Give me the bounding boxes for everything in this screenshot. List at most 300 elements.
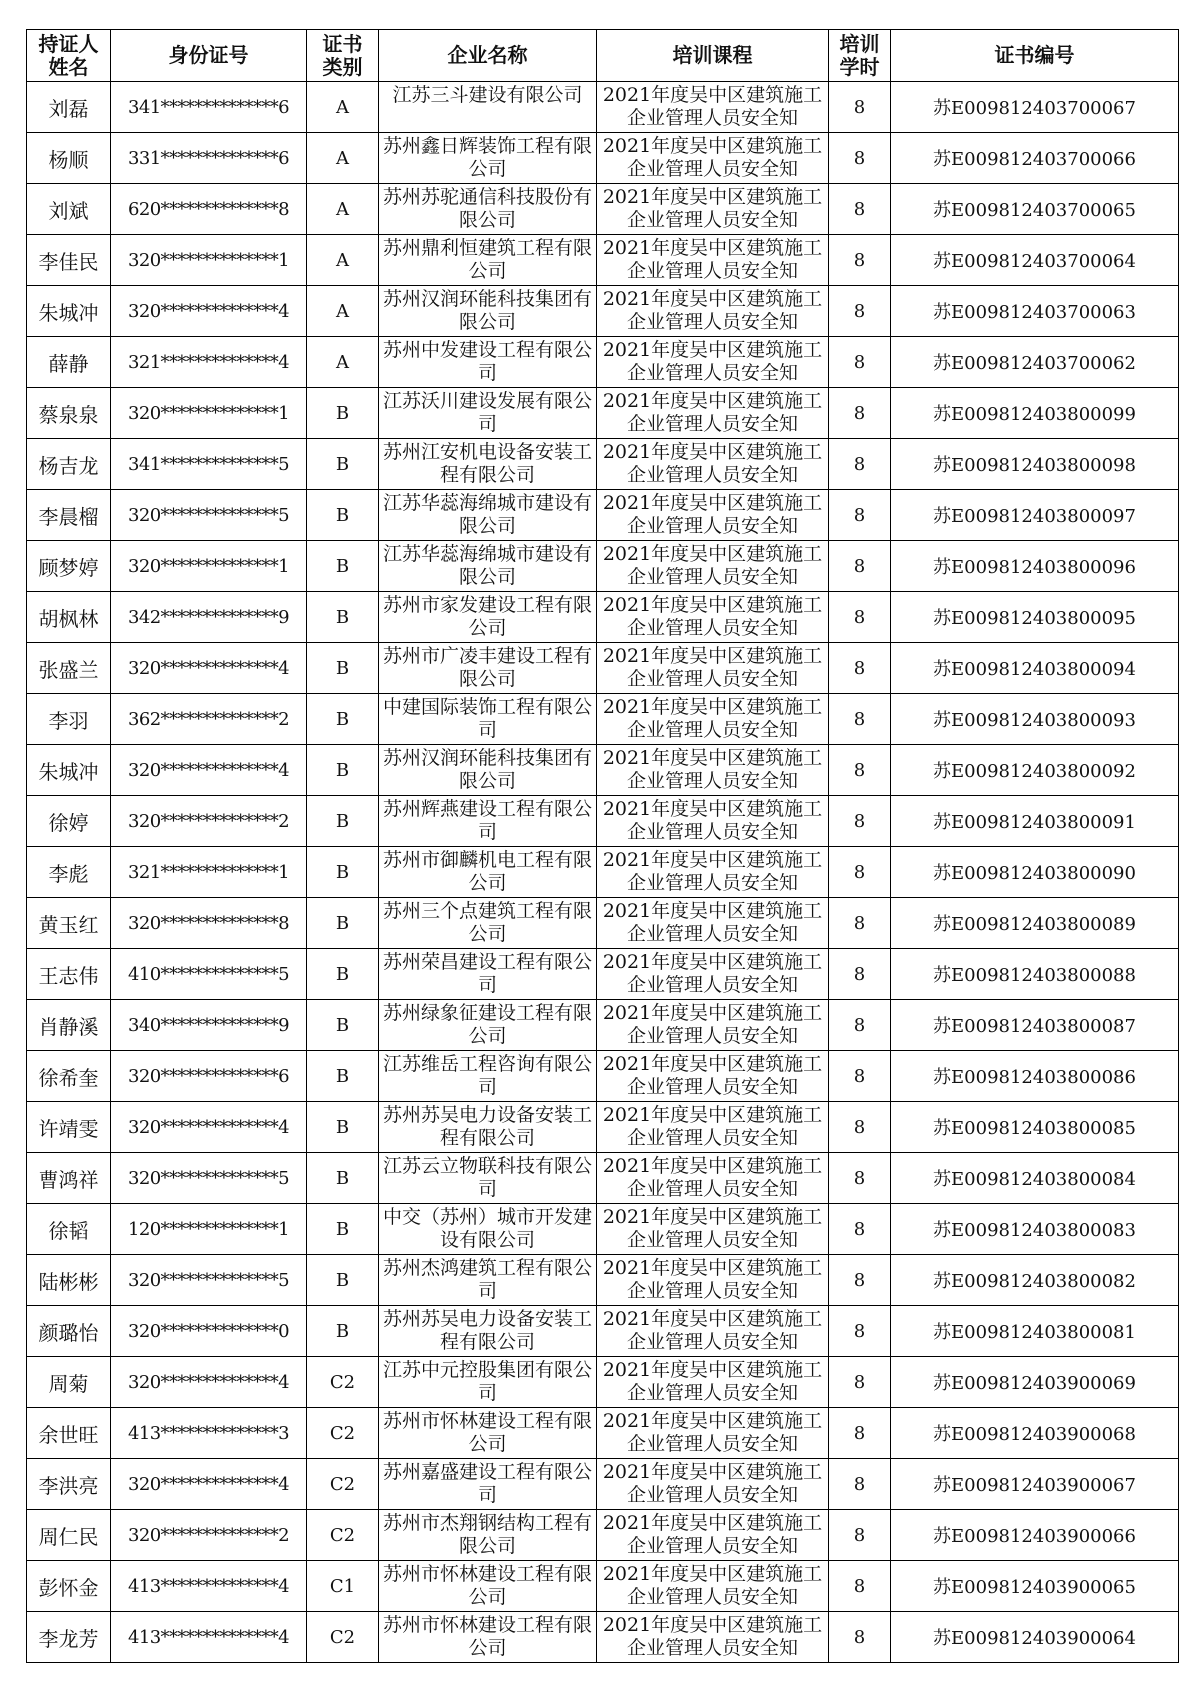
cell-cert-category: A [307,184,379,235]
table-row [27,439,1179,490]
cell-training-course [597,949,829,1000]
cell-training-course [597,694,829,745]
cell-company-name [379,337,597,388]
cell-holder-name: 李洪亮 [27,1459,111,1510]
cell-training-course [597,1408,829,1459]
cell-id-number: 320**************2 [111,796,307,847]
cell-training-course-text: 2021年度吴中区建筑施工企业管理人员安全知 [602,339,823,384]
cell-holder-name: 刘斌 [27,184,111,235]
cell-cert-number: 苏E009812403900067 [891,1459,1179,1510]
cell-holder-name: 杨顺 [27,133,111,184]
cell-id-number: 320**************4 [111,1102,307,1153]
cell-cert-number: 苏E009812403900068 [891,1408,1179,1459]
cell-holder-name: 周仁民 [27,1510,111,1561]
cell-id-number: 320**************4 [111,1357,307,1408]
cell-id-number: 413**************3 [111,1408,307,1459]
cell-holder-name: 李彪 [27,847,111,898]
cell-company-name [379,796,597,847]
cell-cert-number: 苏E009812403800093 [891,694,1179,745]
cell-company-name [379,898,597,949]
cell-id-number: 320**************5 [111,1153,307,1204]
cell-company-name-text: 苏州汉润环能科技集团有限公司 [382,747,592,792]
cell-company-name [379,1306,597,1357]
cell-company-name [379,490,597,541]
cell-id-number: 320**************1 [111,541,307,592]
cell-company-name [379,1255,597,1306]
cell-company-name-text: 苏州中发建设工程有限公司 [382,339,592,384]
table-row [27,1153,1179,1204]
table-row [27,1306,1179,1357]
cell-id-number: 413**************4 [111,1561,307,1612]
cell-training-course [597,1153,829,1204]
cell-training-hours: 8 [829,694,891,745]
cell-training-hours: 8 [829,1510,891,1561]
cell-cert-category: A [307,82,379,133]
cell-training-hours: 8 [829,1459,891,1510]
cell-training-course-text: 2021年度吴中区建筑施工企业管理人员安全知 [602,1614,823,1659]
cell-cert-number: 苏E009812403900065 [891,1561,1179,1612]
cell-company-name-text: 苏州汉润环能科技集团有限公司 [382,288,592,333]
cell-holder-name: 王志伟 [27,949,111,1000]
cell-company-name-text: 江苏华蕊海绵城市建设有限公司 [382,543,592,588]
cell-cert-category: B [307,1000,379,1051]
cell-cert-number: 苏E009812403800097 [891,490,1179,541]
table-row [27,592,1179,643]
cell-cert-number: 苏E009812403800084 [891,1153,1179,1204]
cell-company-name [379,439,597,490]
cell-cert-number: 苏E009812403900069 [891,1357,1179,1408]
cell-id-number: 320**************6 [111,1051,307,1102]
cell-company-name [379,745,597,796]
table-row [27,1204,1179,1255]
cell-training-course [597,643,829,694]
cell-cert-number: 苏E009812403800091 [891,796,1179,847]
cell-cert-number: 苏E009812403800085 [891,1102,1179,1153]
cell-company-name [379,1102,597,1153]
cell-training-hours: 8 [829,643,891,694]
cell-training-course-text: 2021年度吴中区建筑施工企业管理人员安全知 [602,798,823,843]
cell-cert-category: A [307,286,379,337]
cell-cert-category: C2 [307,1612,379,1663]
cell-training-hours: 8 [829,82,891,133]
cell-cert-number: 苏E009812403700063 [891,286,1179,337]
cell-training-course-text: 2021年度吴中区建筑施工企业管理人员安全知 [602,543,823,588]
cell-holder-name: 周菊 [27,1357,111,1408]
cell-training-course [597,1561,829,1612]
table-row [27,541,1179,592]
header-cert-category: 证书 类别 [307,30,379,82]
cell-cert-number: 苏E009812403700065 [891,184,1179,235]
cell-cert-category: B [307,643,379,694]
cell-training-hours: 8 [829,898,891,949]
cell-training-hours: 8 [829,1306,891,1357]
table-row [27,643,1179,694]
cell-training-hours: 8 [829,541,891,592]
cell-training-hours: 8 [829,949,891,1000]
cell-company-name [379,1561,597,1612]
cell-training-hours: 8 [829,1051,891,1102]
cell-cert-category: C2 [307,1408,379,1459]
cell-company-name-text: 苏州荣昌建设工程有限公司 [382,951,592,996]
cell-cert-category: B [307,1051,379,1102]
cell-cert-number: 苏E009812403800087 [891,1000,1179,1051]
cell-id-number: 320**************5 [111,1255,307,1306]
cell-training-course [597,847,829,898]
table-row [27,949,1179,1000]
cell-id-number: 320**************8 [111,898,307,949]
cell-cert-category: B [307,592,379,643]
cell-id-number: 320**************4 [111,286,307,337]
cell-company-name [379,184,597,235]
cell-training-course-text: 2021年度吴中区建筑施工企业管理人员安全知 [602,1002,823,1047]
cell-cert-category: C1 [307,1561,379,1612]
cell-holder-name: 李佳民 [27,235,111,286]
cell-cert-number: 苏E009812403800099 [891,388,1179,439]
cell-company-name [379,949,597,1000]
cell-cert-category: B [307,949,379,1000]
cell-company-name-text: 苏州苏吴电力设备安装工程有限公司 [382,1308,592,1353]
cell-id-number: 340**************9 [111,1000,307,1051]
cell-cert-category: B [307,796,379,847]
cell-cert-number: 苏E009812403800089 [891,898,1179,949]
cell-training-course-text: 2021年度吴中区建筑施工企业管理人员安全知 [602,492,823,537]
cell-company-name [379,1510,597,1561]
cell-training-course-text: 2021年度吴中区建筑施工企业管理人员安全知 [602,1461,823,1506]
cell-company-name-text: 苏州市广凌丰建设工程有限公司 [382,645,592,690]
cell-training-course [597,1510,829,1561]
cell-training-course-text: 2021年度吴中区建筑施工企业管理人员安全知 [602,594,823,639]
cell-company-name [379,1204,597,1255]
cell-training-hours: 8 [829,592,891,643]
table-row [27,694,1179,745]
cell-company-name [379,592,597,643]
table-row [27,1255,1179,1306]
cell-cert-category: C2 [307,1459,379,1510]
cell-company-name-text: 苏州市怀林建设工程有限公司 [382,1614,592,1659]
header-cert-number: 证书编号 [891,30,1179,82]
table-row [27,1051,1179,1102]
cell-training-course-text: 2021年度吴中区建筑施工企业管理人员安全知 [602,1155,823,1200]
cell-id-number: 410**************5 [111,949,307,1000]
header-holder-name: 持证人 姓名 [27,30,111,82]
cell-training-course [597,745,829,796]
cell-id-number: 320**************4 [111,1459,307,1510]
header-training-course: 培训课程 [597,30,829,82]
cell-company-name-text: 中建国际装饰工程有限公司 [382,696,592,741]
cell-training-hours: 8 [829,286,891,337]
cell-company-name [379,694,597,745]
cell-cert-number: 苏E009812403900064 [891,1612,1179,1663]
cell-training-course [597,235,829,286]
cell-training-course [597,592,829,643]
cell-training-course-text: 2021年度吴中区建筑施工企业管理人员安全知 [602,84,823,129]
cell-company-name-text: 苏州江安机电设备安装工程有限公司 [382,441,592,486]
cell-cert-category: B [307,1153,379,1204]
cell-cert-number: 苏E009812403800094 [891,643,1179,694]
cell-holder-name: 杨吉龙 [27,439,111,490]
cell-id-number: 320**************2 [111,1510,307,1561]
table-row [27,1357,1179,1408]
cell-id-number: 331**************6 [111,133,307,184]
certificate-table [26,29,1179,1663]
cell-training-hours: 8 [829,184,891,235]
cell-training-course-text: 2021年度吴中区建筑施工企业管理人员安全知 [602,1512,823,1557]
cell-id-number: 320**************5 [111,490,307,541]
cell-cert-category: B [307,490,379,541]
cell-holder-name: 顾梦婷 [27,541,111,592]
cell-cert-category: B [307,1255,379,1306]
cell-holder-name: 肖静溪 [27,1000,111,1051]
cell-holder-name: 黄玉红 [27,898,111,949]
cell-company-name [379,235,597,286]
cell-company-name-text: 江苏中元控股集团有限公司 [382,1359,592,1404]
cell-training-course-text: 2021年度吴中区建筑施工企业管理人员安全知 [602,747,823,792]
cell-cert-number: 苏E009812403800088 [891,949,1179,1000]
cell-training-course [597,490,829,541]
cell-company-name [379,1612,597,1663]
cell-holder-name: 颜璐怡 [27,1306,111,1357]
cell-training-hours: 8 [829,388,891,439]
cell-training-hours: 8 [829,337,891,388]
cell-company-name-text: 苏州嘉盛建设工程有限公司 [382,1461,592,1506]
cell-cert-number: 苏E009812403800096 [891,541,1179,592]
cell-cert-number: 苏E009812403800095 [891,592,1179,643]
cell-id-number: 413**************4 [111,1612,307,1663]
table-row [27,286,1179,337]
cell-training-course [597,184,829,235]
cell-training-course-text: 2021年度吴中区建筑施工企业管理人员安全知 [602,1257,823,1302]
cell-training-course-text: 2021年度吴中区建筑施工企业管理人员安全知 [602,1206,823,1251]
table-row [27,1561,1179,1612]
cell-training-hours: 8 [829,1357,891,1408]
table-body [27,82,1179,1663]
cell-holder-name: 朱城冲 [27,745,111,796]
cell-holder-name: 陆彬彬 [27,1255,111,1306]
cell-company-name-text: 苏州市怀林建设工程有限公司 [382,1563,592,1608]
cell-id-number: 320**************4 [111,643,307,694]
cell-training-course-text: 2021年度吴中区建筑施工企业管理人员安全知 [602,288,823,333]
cell-holder-name: 许靖雯 [27,1102,111,1153]
cell-holder-name: 李龙芳 [27,1612,111,1663]
cell-training-hours: 8 [829,796,891,847]
cell-training-course [597,439,829,490]
table-row [27,745,1179,796]
cell-id-number: 320**************1 [111,235,307,286]
cell-training-course [597,1051,829,1102]
cell-cert-number: 苏E009812403700067 [891,82,1179,133]
cell-cert-category: C2 [307,1510,379,1561]
cell-training-course-text: 2021年度吴中区建筑施工企业管理人员安全知 [602,645,823,690]
cell-cert-number: 苏E009812403800090 [891,847,1179,898]
cell-company-name-text: 中交（苏州）城市开发建设有限公司 [382,1206,592,1251]
cell-training-course-text: 2021年度吴中区建筑施工企业管理人员安全知 [602,1308,823,1353]
cell-training-course [597,1204,829,1255]
cell-holder-name: 刘磊 [27,82,111,133]
cell-company-name [379,1408,597,1459]
cell-company-name [379,847,597,898]
cell-company-name-text: 苏州市家发建设工程有限公司 [382,594,592,639]
cell-training-course-text: 2021年度吴中区建筑施工企业管理人员安全知 [602,1053,823,1098]
cell-cert-number: 苏E009812403800083 [891,1204,1179,1255]
cell-cert-number: 苏E009812403700064 [891,235,1179,286]
cell-id-number: 342**************9 [111,592,307,643]
cell-cert-number: 苏E009812403800086 [891,1051,1179,1102]
cell-holder-name: 薛静 [27,337,111,388]
cell-training-hours: 8 [829,439,891,490]
table-row [27,1102,1179,1153]
cell-training-course [597,133,829,184]
cell-company-name-text: 苏州苏吴电力设备安装工程有限公司 [382,1104,592,1149]
cell-training-course [597,286,829,337]
cell-training-hours: 8 [829,1612,891,1663]
cell-company-name [379,388,597,439]
table-row [27,235,1179,286]
cell-company-name-text: 江苏维岳工程咨询有限公司 [382,1053,592,1098]
cell-holder-name: 胡枫林 [27,592,111,643]
cell-id-number: 320**************0 [111,1306,307,1357]
cell-company-name-text: 江苏沃川建设发展有限公司 [382,390,592,435]
cell-id-number: 620**************8 [111,184,307,235]
table-row [27,796,1179,847]
cell-training-course [597,1306,829,1357]
cell-company-name [379,82,597,133]
table-row [27,133,1179,184]
cell-company-name-text: 苏州鼎利恒建筑工程有限公司 [382,237,592,282]
cell-training-course-text: 2021年度吴中区建筑施工企业管理人员安全知 [602,237,823,282]
table-row [27,184,1179,235]
cell-company-name [379,1459,597,1510]
cell-training-course [597,1459,829,1510]
table-row [27,1459,1179,1510]
cell-id-number: 320**************4 [111,745,307,796]
cell-training-course [597,796,829,847]
cell-holder-name: 彭怀金 [27,1561,111,1612]
table-row [27,82,1179,133]
table-row [27,847,1179,898]
cell-id-number: 321**************4 [111,337,307,388]
cell-cert-category: A [307,235,379,286]
cell-company-name [379,133,597,184]
cell-holder-name: 余世旺 [27,1408,111,1459]
cell-training-course-text: 2021年度吴中区建筑施工企业管理人员安全知 [602,696,823,741]
table-row [27,1000,1179,1051]
cell-company-name-text: 江苏三斗建设有限公司 [392,84,583,106]
cell-holder-name: 李晨榴 [27,490,111,541]
header-company-name: 企业名称 [379,30,597,82]
header-id-number: 身份证号 [111,30,307,82]
cell-holder-name: 张盛兰 [27,643,111,694]
cell-cert-category: B [307,388,379,439]
cell-training-course [597,541,829,592]
cell-training-course [597,388,829,439]
cell-company-name-text: 苏州绿象征建设工程有限公司 [382,1002,592,1047]
cell-training-course-text: 2021年度吴中区建筑施工企业管理人员安全知 [602,900,823,945]
cell-company-name [379,1153,597,1204]
cell-company-name [379,1000,597,1051]
cell-training-course-text: 2021年度吴中区建筑施工企业管理人员安全知 [602,1410,823,1455]
cell-company-name-text: 苏州市御麟机电工程有限公司 [382,849,592,894]
cell-training-hours: 8 [829,745,891,796]
cell-training-course-text: 2021年度吴中区建筑施工企业管理人员安全知 [602,1563,823,1608]
cell-company-name [379,1357,597,1408]
cell-training-hours: 8 [829,847,891,898]
cell-company-name [379,643,597,694]
cell-cert-number: 苏E009812403800098 [891,439,1179,490]
table-row [27,898,1179,949]
cell-training-course-text: 2021年度吴中区建筑施工企业管理人员安全知 [602,1104,823,1149]
cell-training-course [597,1357,829,1408]
cell-training-hours: 8 [829,235,891,286]
cell-training-hours: 8 [829,1102,891,1153]
cell-training-hours: 8 [829,133,891,184]
table-header [27,30,1179,82]
cell-training-course-text: 2021年度吴中区建筑施工企业管理人员安全知 [602,135,823,180]
cell-id-number: 321**************1 [111,847,307,898]
cell-training-course-text: 2021年度吴中区建筑施工企业管理人员安全知 [602,441,823,486]
cell-cert-category: B [307,541,379,592]
table-row [27,490,1179,541]
cell-company-name-text: 苏州辉燕建设工程有限公司 [382,798,592,843]
cell-company-name [379,1051,597,1102]
cell-company-name-text: 江苏华蕊海绵城市建设有限公司 [382,492,592,537]
cell-cert-number: 苏E009812403900066 [891,1510,1179,1561]
header-training-hours: 培训 学时 [829,30,891,82]
cell-cert-number: 苏E009812403800092 [891,745,1179,796]
cell-training-course [597,337,829,388]
cell-training-course [597,1000,829,1051]
cell-company-name-text: 苏州三个点建筑工程有限公司 [382,900,592,945]
cell-holder-name: 曹鸿祥 [27,1153,111,1204]
cell-training-hours: 8 [829,1204,891,1255]
cell-training-hours: 8 [829,1153,891,1204]
table-row [27,388,1179,439]
cell-company-name-text: 苏州市杰翔钢结构工程有限公司 [382,1512,592,1557]
cell-company-name-text: 苏州鑫日辉装饰工程有限公司 [382,135,592,180]
cell-cert-category: A [307,133,379,184]
cell-company-name-text: 苏州苏驼通信科技股份有限公司 [382,186,592,231]
cell-training-hours: 8 [829,1408,891,1459]
cell-training-course [597,82,829,133]
cell-training-course-text: 2021年度吴中区建筑施工企业管理人员安全知 [602,951,823,996]
cell-training-hours: 8 [829,1000,891,1051]
cell-id-number: 341**************6 [111,82,307,133]
cell-cert-category: B [307,1204,379,1255]
cell-cert-category: B [307,1102,379,1153]
cell-holder-name: 朱城冲 [27,286,111,337]
cell-training-course-text: 2021年度吴中区建筑施工企业管理人员安全知 [602,390,823,435]
cell-cert-number: 苏E009812403800082 [891,1255,1179,1306]
cell-cert-category: C2 [307,1357,379,1408]
table-row [27,1612,1179,1663]
cell-cert-category: B [307,745,379,796]
cell-training-course [597,1102,829,1153]
cell-holder-name: 徐韬 [27,1204,111,1255]
cell-cert-category: B [307,439,379,490]
cell-training-course [597,898,829,949]
table-row [27,337,1179,388]
cell-id-number: 362**************2 [111,694,307,745]
cell-cert-category: B [307,847,379,898]
cell-cert-category: B [307,694,379,745]
cell-id-number: 320**************1 [111,388,307,439]
cell-company-name-text: 苏州市怀林建设工程有限公司 [382,1410,592,1455]
cell-id-number: 120**************1 [111,1204,307,1255]
cell-holder-name: 李羽 [27,694,111,745]
cell-training-course [597,1255,829,1306]
cell-company-name [379,541,597,592]
cell-company-name-text: 江苏云立物联科技有限公司 [382,1155,592,1200]
cell-cert-category: B [307,1306,379,1357]
